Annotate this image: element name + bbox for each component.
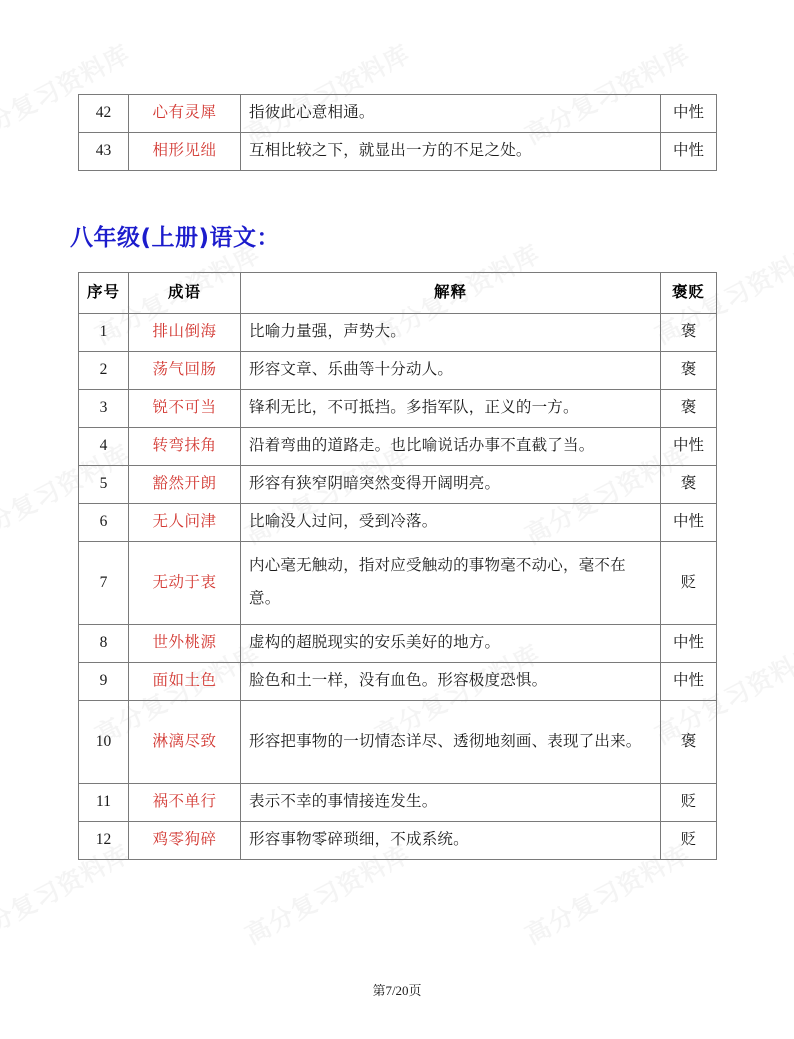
cell-definition: 比喻力量强，声势大。 — [241, 314, 661, 352]
section-heading: 八年级(上册)语文： — [70, 225, 281, 251]
cell-tone: 中性 — [661, 133, 717, 171]
cell-idiom: 世外桃源 — [129, 625, 241, 663]
table-row — [79, 428, 717, 466]
cell-definition: 指彼此心意相通。 — [241, 95, 661, 133]
cell-tone: 中性 — [661, 428, 717, 466]
cell-sequence-number: 5 — [79, 466, 129, 504]
cell-definition: 沿着弯曲的道路走。也比喻说话办事不直截了当。 — [241, 428, 661, 466]
column-header-idiom: 成语 — [129, 273, 241, 314]
table-row — [79, 625, 717, 663]
table-top-body — [79, 95, 717, 171]
cell-definition: 形容把事物的一切情态详尽、透彻地刻画、表现了出来。 — [241, 701, 661, 784]
table-main-body — [79, 314, 717, 860]
cell-idiom: 无人问津 — [129, 504, 241, 542]
cell-idiom: 无动于衷 — [129, 542, 241, 625]
table-row — [79, 701, 717, 784]
table-row — [79, 133, 717, 171]
cell-tone: 褒 — [661, 701, 717, 784]
table-main — [78, 272, 717, 860]
cell-idiom: 淋漓尽致 — [129, 701, 241, 784]
table-row — [79, 504, 717, 542]
cell-definition: 表示不幸的事情接连发生。 — [241, 784, 661, 822]
table-row — [79, 352, 717, 390]
cell-idiom: 转弯抹角 — [129, 428, 241, 466]
table-header-row — [79, 273, 717, 314]
cell-tone: 中性 — [661, 625, 717, 663]
cell-definition: 形容有狭窄阴暗突然变得开阔明亮。 — [241, 466, 661, 504]
cell-definition: 比喻没人过问，受到冷落。 — [241, 504, 661, 542]
column-header-num: 序号 — [79, 273, 129, 314]
cell-idiom: 排山倒海 — [129, 314, 241, 352]
cell-tone: 贬 — [661, 822, 717, 860]
table-row — [79, 314, 717, 352]
cell-idiom: 祸不单行 — [129, 784, 241, 822]
cell-sequence-number: 8 — [79, 625, 129, 663]
cell-sequence-number: 42 — [79, 95, 129, 133]
cell-idiom: 相形见绌 — [129, 133, 241, 171]
cell-definition: 虚构的超脱现实的安乐美好的地方。 — [241, 625, 661, 663]
cell-definition: 形容事物零碎琐细，不成系统。 — [241, 822, 661, 860]
cell-tone: 褒 — [661, 314, 717, 352]
cell-tone: 褒 — [661, 352, 717, 390]
cell-tone: 褒 — [661, 390, 717, 428]
cell-definition: 互相比较之下，就显出一方的不足之处。 — [241, 133, 661, 171]
cell-definition: 锋利无比，不可抵挡。多指军队，正义的一方。 — [241, 390, 661, 428]
cell-definition: 形容文章、乐曲等十分动人。 — [241, 352, 661, 390]
cell-sequence-number: 2 — [79, 352, 129, 390]
table-main-head — [79, 273, 717, 314]
table-top — [78, 94, 717, 171]
cell-idiom: 豁然开朗 — [129, 466, 241, 504]
cell-idiom: 鸡零狗碎 — [129, 822, 241, 860]
cell-sequence-number: 4 — [79, 428, 129, 466]
cell-idiom: 荡气回肠 — [129, 352, 241, 390]
table-row — [79, 784, 717, 822]
idiom-table-grade8-vol1 — [78, 272, 716, 860]
cell-tone: 中性 — [661, 663, 717, 701]
table-row — [79, 822, 717, 860]
cell-definition: 内心毫无触动，指对应受触动的事物毫不动心，毫不在意。 — [241, 542, 661, 625]
table-row — [79, 542, 717, 625]
cell-sequence-number: 6 — [79, 504, 129, 542]
cell-sequence-number: 3 — [79, 390, 129, 428]
cell-definition: 脸色和土一样，没有血色。形容极度恐惧。 — [241, 663, 661, 701]
cell-sequence-number: 7 — [79, 542, 129, 625]
cell-tone: 贬 — [661, 542, 717, 625]
page-number-footer: 第7/20页 — [372, 983, 422, 998]
cell-idiom: 锐不可当 — [129, 390, 241, 428]
cell-sequence-number: 12 — [79, 822, 129, 860]
column-header-tone: 褒贬 — [661, 273, 717, 314]
cell-sequence-number: 11 — [79, 784, 129, 822]
cell-sequence-number: 43 — [79, 133, 129, 171]
table-row — [79, 466, 717, 504]
cell-idiom: 心有灵犀 — [129, 95, 241, 133]
table-row — [79, 663, 717, 701]
cell-tone: 褒 — [661, 466, 717, 504]
table-row — [79, 95, 717, 133]
cell-tone: 中性 — [661, 504, 717, 542]
cell-idiom: 面如土色 — [129, 663, 241, 701]
cell-sequence-number: 1 — [79, 314, 129, 352]
table-row — [79, 390, 717, 428]
cell-tone: 贬 — [661, 784, 717, 822]
idiom-table-continued — [78, 94, 716, 171]
cell-tone: 中性 — [661, 95, 717, 133]
cell-sequence-number: 9 — [79, 663, 129, 701]
column-header-definition: 解释 — [241, 273, 661, 314]
cell-sequence-number: 10 — [79, 701, 129, 784]
